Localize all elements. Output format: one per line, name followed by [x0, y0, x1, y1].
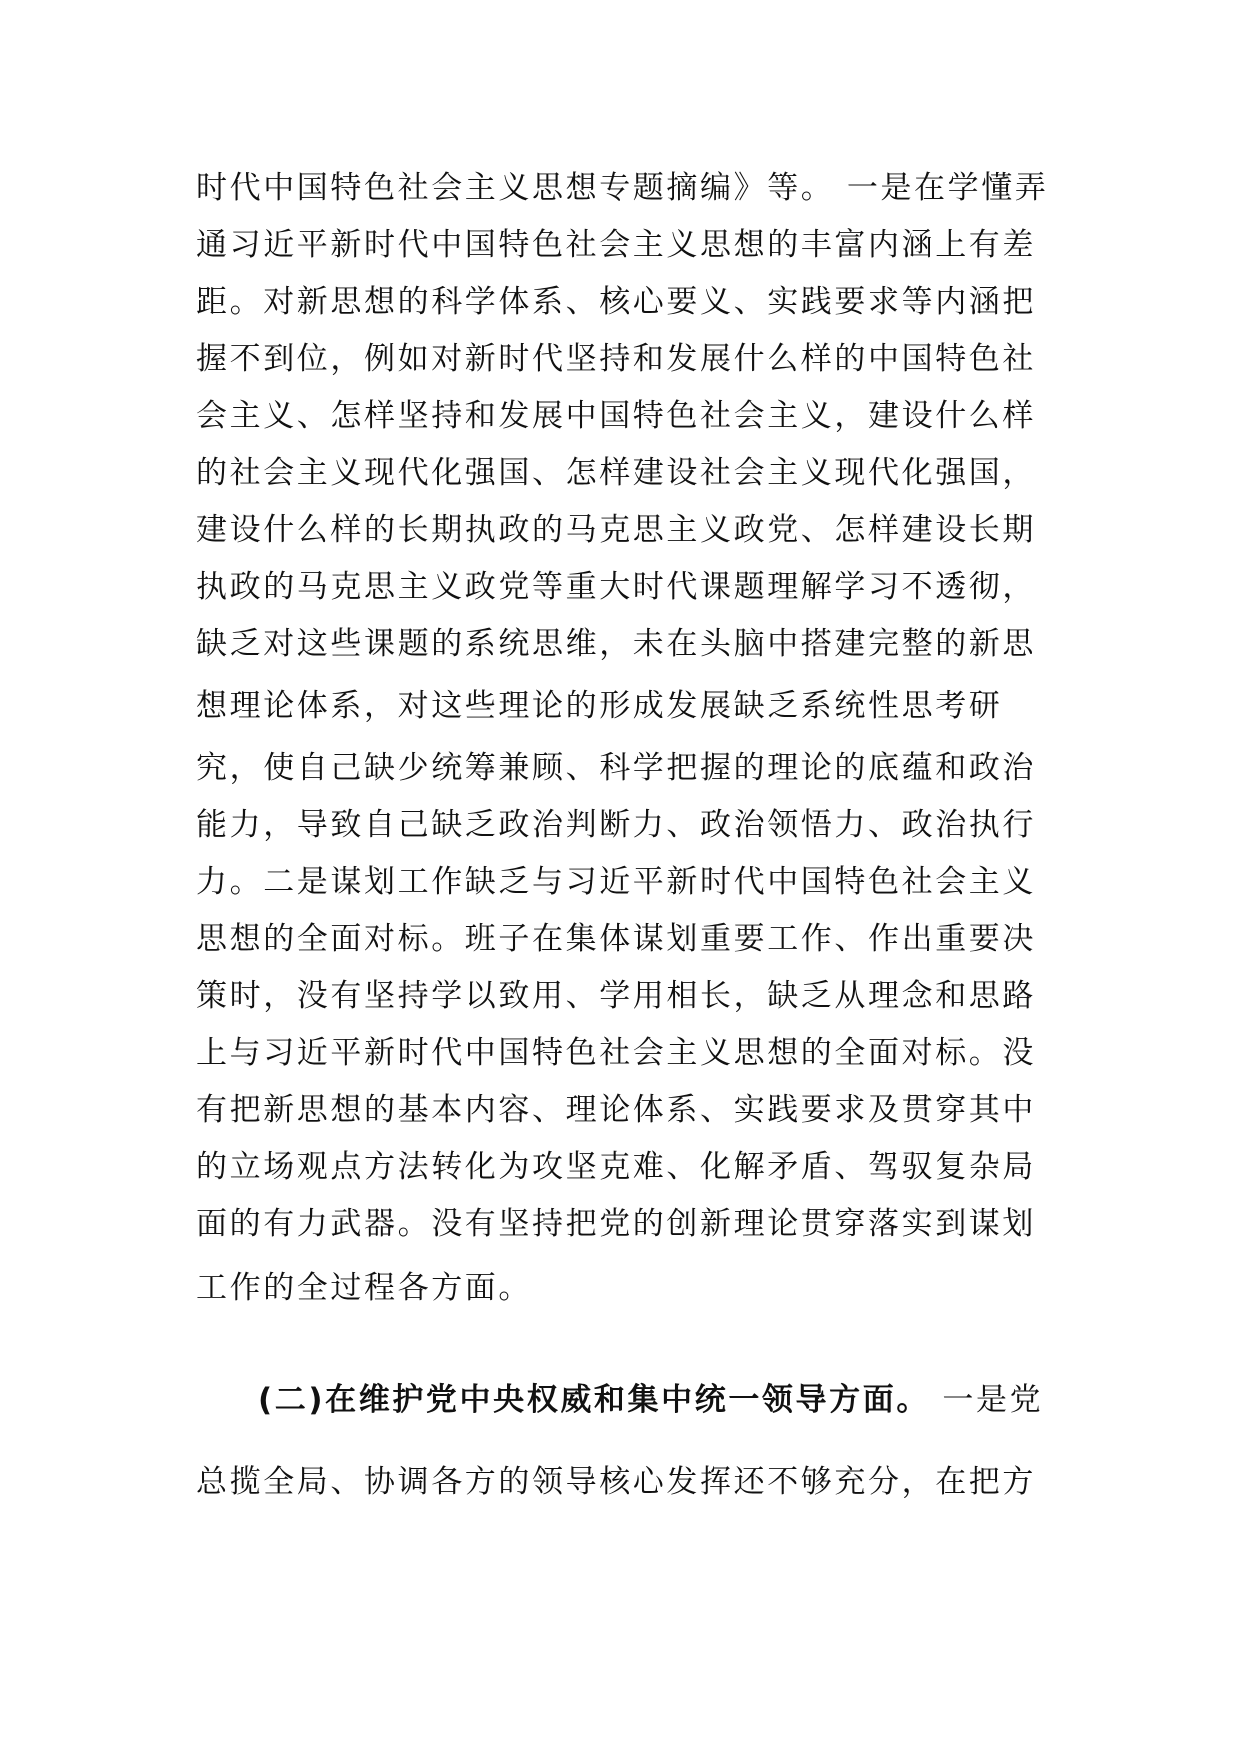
paragraph-line: 距。对新思想的科学体系、核心要义、实践要求等内涵把	[196, 284, 1036, 320]
paragraph-line: 会主义、怎样坚持和发展中国特色社会主义，建设什么样	[196, 398, 1036, 434]
section-heading-line	[258, 1380, 1044, 1420]
paragraph-line: 策时，没有坚持学以致用、学用相长，缺乏从理念和思路	[196, 978, 1036, 1014]
section-heading-tail: 一是党	[929, 1382, 1044, 1418]
paragraph-line: 总揽全局、协调各方的领导核心发挥还不够充分，在把方	[196, 1464, 1036, 1500]
paragraph-line: 工作的全过程各方面。	[196, 1270, 532, 1306]
paragraph-line: 面的有力武器。没有坚持把党的创新理论贯穿落实到谋划	[196, 1206, 1036, 1242]
paragraph-line: 通习近平新时代中国特色社会主义思想的丰富内涵上有差	[196, 227, 1036, 263]
paragraph-line: 建设什么样的长期执政的马克思主义政党、怎样建设长期	[196, 512, 1036, 548]
paragraph-line: 上与习近平新时代中国特色社会主义思想的全面对标。没	[196, 1035, 1036, 1071]
paragraph-line: 有把新思想的基本内容、理论体系、实践要求及贯穿其中	[196, 1092, 1036, 1128]
paragraph-line: 时代中国特色社会主义思想专题摘编》等。 一是在学懂弄	[196, 170, 1049, 206]
paragraph-line: 的社会主义现代化强国、怎样建设社会主义现代化强国，	[196, 455, 1036, 491]
paragraph-line: 缺乏对这些课题的系统思维，未在头脑中搭建完整的新思	[196, 626, 1036, 662]
section-heading: (二)在维护党中央权威和集中统一领导方面。	[258, 1382, 930, 1418]
paragraph-line: 执政的马克思主义政党等重大时代课题理解学习不透彻，	[196, 569, 1036, 605]
paragraph-line: 想理论体系，对这些理论的形成发展缺乏系统性思考研	[196, 688, 1003, 724]
paragraph-line: 力。二是谋划工作缺乏与习近平新时代中国特色社会主义	[196, 864, 1036, 900]
paragraph-line: 的立场观点方法转化为攻坚克难、化解矛盾、驾驭复杂局	[196, 1149, 1036, 1185]
paragraph-line: 能力，导致自己缺乏政治判断力、政治领悟力、政治执行	[196, 807, 1036, 843]
paragraph-line: 握不到位，例如对新时代坚持和发展什么样的中国特色社	[196, 341, 1036, 377]
paragraph-line: 究，使自己缺少统筹兼顾、科学把握的理论的底蕴和政治	[196, 750, 1036, 786]
paragraph-line: 思想的全面对标。班子在集体谋划重要工作、作出重要决	[196, 921, 1036, 957]
